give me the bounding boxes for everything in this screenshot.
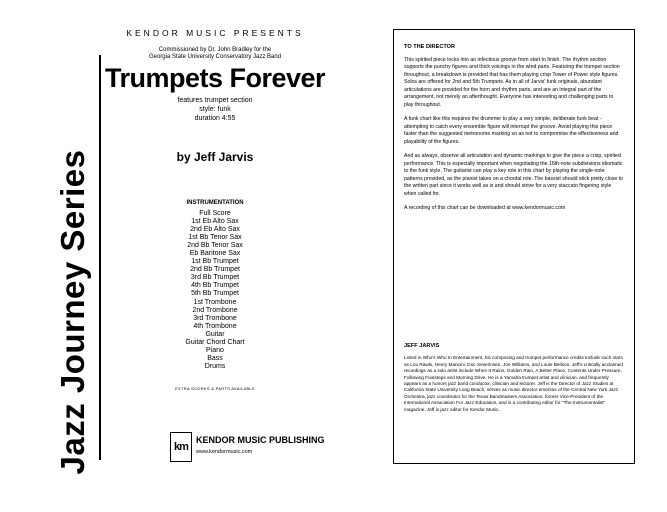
commission-text [100,47,330,61]
features-block [100,96,330,123]
commission-line: Georgia State University Conservatory Jazz Band [148,54,282,60]
instrument-item: 3rd Bb Trumpet [190,274,240,282]
instrument-item: 2nd Eb Alto Sax [190,226,240,234]
duration-line: duration 4:55 [194,115,236,122]
series-title: Jazz Journey Series [54,149,91,475]
feature-line: features trumpet section [177,97,253,104]
instrument-item: 5th Bb Trumpet [191,290,239,298]
director-paragraph: This spirited piece locks into an infectious groove from start to finish. The rhythm section supports the punchy figures and thick voicings in the wind parts. Featuring the trumpet section throughout, a breakdown is provided that has them playing crisp Tower of Power style figures. Solos are offered for 2nd and 5th Trumpets. As in all of Jarvis' funk originals, abundant articulations are provided for the horn and rhythm parts, and are an integral part of the arrangement, not merely an afterthought. Everyone has interesting and challenging parts to play throughout. [404,56,620,108]
instrument-item: Drums [204,362,226,370]
extra-scores-note: EXTRA SCORES & PARTS AVAILABLE [175,386,255,391]
style-line: style: funk [199,106,231,113]
bio-heading: JEFF JARVIS [404,343,440,349]
instrument-item: Eb Baritone Sax [189,250,241,258]
instrument-item: Full Score [199,210,231,217]
director-paragraph: A recording of this chart can be downloaded at www.kendormusic.com [404,205,566,211]
instrument-item: Guitar [205,330,225,338]
instrument-item: 1st Eb Alto Sax [191,218,239,226]
notes-panel [393,29,635,464]
piece-title: Trumpets Forever [104,63,326,93]
instrument-item: 1st Bb Trumpet [191,258,239,266]
presents-line: KENDOR MUSIC PRESENTS [126,28,304,38]
director-heading: TO THE DIRECTOR [404,44,456,50]
instrument-item: Bass [207,354,223,362]
commission-line: Commissioned by Dr. John Bradley for the [158,47,272,53]
instrument-item: 1st Bb Tenor Sax [188,234,242,242]
instrument-item: 4th Bb Trumpet [191,282,239,290]
instrument-item: 2nd Trombone [192,306,238,314]
composer-bio [404,343,624,413]
publisher-name: KENDOR MUSIC PUBLISHING [196,435,325,445]
instrument-item: 2nd Bb Trumpet [190,266,240,274]
director-paragraph: A funk chart like this requires the drummer to play a very simple, deliberate funk beat - attempting to catch every ensemble figure will interrupt the groove. Avoid playing this piece faster than the suggested metronome marking so as not to compromise the effectiveness and playability of the figures. [404,116,619,145]
publisher-logo: km [170,432,192,462]
cover-panel [0,0,340,500]
instrumentation-list [100,210,330,371]
instrument-item: Piano [206,346,224,354]
director-paragraph: And as always, observe all articulation and dynamic markings to give the piece a crisp, spirited performance. This is especially important when negotiating the 16th-note subdivisions idiomatic to the funk style. The guitarist can play a key role in this chart by playing the single-note patterns provided, as the pianist takes on a chordal role. The bassist should stick pretty close to the written part since it works well as is and should strive for a very staccato fingering style when called for. [404,153,624,197]
director-notes [404,44,624,220]
instrument-item: Guitar Chord Chart [185,338,245,346]
publisher-block [170,432,325,462]
bio-text: Listed in Who's Who In Entertainment, his composing and trumpet performance credits include such stars as Lou Rawls, Henry Mancini, Doc Severinsen, Joe Williams, and Louie Bellson. Jeff's critically acclaimed recordings as a solo artist include When It Rains, Golden Rain, A Better Place, Contents Under Pressure, Following Footsteps and Morning Drive. He is a Yamaha trumpet artist and clinician, and frequently appears as a honors jazz band conductor, clinician and lecturer. Jeff is the Director of Jazz Studies at California State University Long Beach, serves as music director emeritus of the Central New York Jazz Orchestra, jazz coordinator for the Texas Bandmasters Association, former Vice-President of the International Association For Jazz Education, and is a contributing editor for "The Instrumentalist" magazine. Jeff is jazz editor for Kendor Music. [404,355,623,412]
author-line: by Jeff Jarvis [176,150,254,164]
instrument-item: 2nd Bb Tenor Sax [187,242,243,250]
publisher-url: www.kendormusic.com [196,449,253,455]
instrument-item: 4th Trombone [193,322,237,330]
instrument-item: 3rd Trombone [193,314,237,322]
instrument-item: 1st Trombone [193,298,237,306]
instrumentation-heading: INSTRUMENTATION [186,200,244,206]
series-banner [18,55,102,475]
